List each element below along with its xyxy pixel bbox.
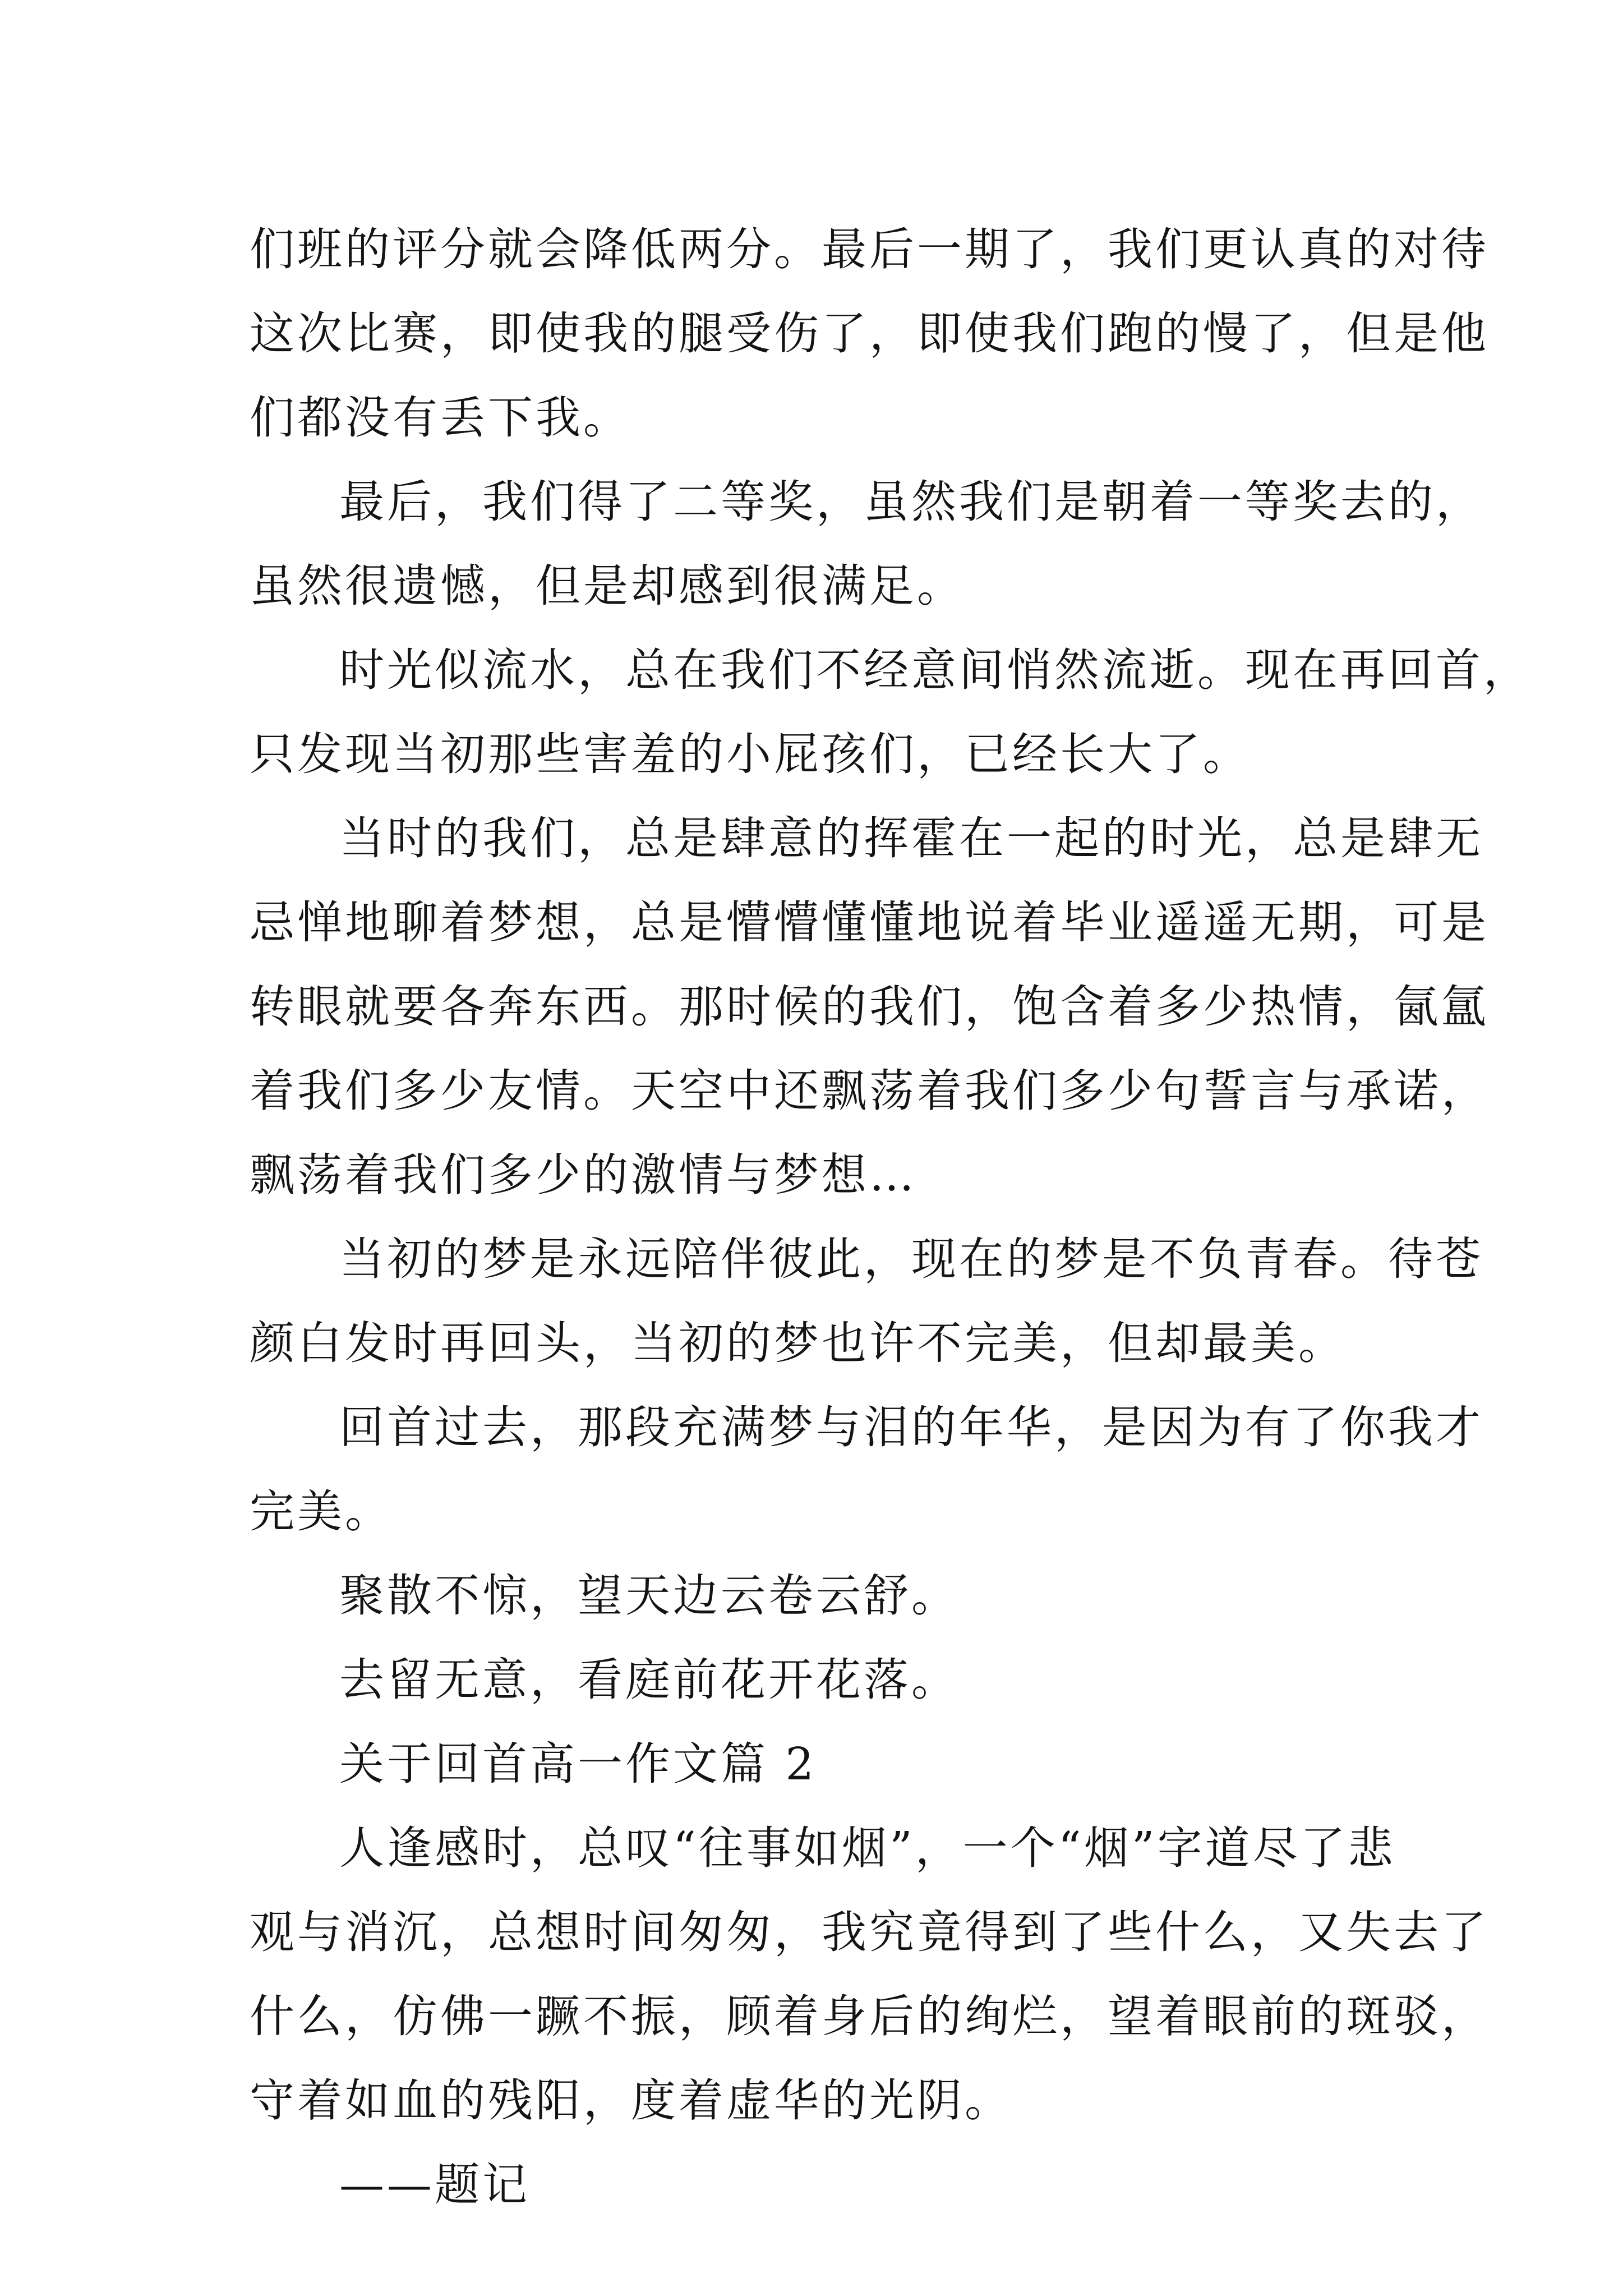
- text-line: 聚散不惊，望天边云卷云舒。: [339, 1570, 959, 1622]
- text-line: 人逢感时，总叹“往事如烟”，一个“烟”字道尽了悲: [339, 1822, 1396, 1874]
- text-line: 当时的我们，总是肆意的挥霍在一起的时光，总是肆无: [339, 812, 1483, 864]
- text-line: 只发现当初那些害羞的小屁孩们，已经长大了。: [250, 728, 1251, 780]
- document-text-body: [250, 208, 1531, 2227]
- text-line: 完美。: [250, 1485, 393, 1538]
- text-line: 们班的评分就会降低两分。最后一期了，我们更认真的对待: [250, 223, 1489, 275]
- text-line: 当初的梦是永远陪伴彼此，现在的梦是不负青春。待苍: [339, 1233, 1483, 1285]
- text-line: 最后，我们得了二等奖，虽然我们是朝着一等奖去的，: [339, 476, 1483, 528]
- text-line: 飘荡着我们多少的激情与梦想…: [250, 1149, 917, 1201]
- section-heading: 关于回首高一作文篇 2: [339, 1738, 817, 1790]
- text-line: 着我们多少友情。天空中还飘荡着我们多少句誓言与承诺，: [250, 1065, 1489, 1117]
- text-line: 什么，仿佛一蹶不振，顾着身后的绚烂，望着眼前的斑驳，: [250, 1990, 1489, 2042]
- text-line: 时光似流水，总在我们不经意间悄然流逝。现在再回首，: [339, 644, 1531, 696]
- text-line: 转眼就要各奔东西。那时候的我们，饱含着多少热情，氤氲: [250, 981, 1489, 1033]
- text-line: 守着如血的残阳，度着虚华的光阴。: [250, 2074, 1012, 2127]
- text-line: 回首过去，那段充满梦与泪的年华，是因为有了你我才: [339, 1401, 1483, 1453]
- text-line: 们都没有丢下我。: [250, 392, 631, 444]
- epigraph-attribution: ——题记: [339, 2159, 530, 2211]
- text-line: 去留无意，看庭前花开花落。: [339, 1654, 959, 1706]
- text-line: 这次比赛，即使我的腿受伤了，即使我们跑的慢了，但是他: [250, 307, 1489, 360]
- text-line: 忌惮地聊着梦想，总是懵懵懂懂地说着毕业遥遥无期，可是: [250, 896, 1489, 949]
- text-line: 虽然很遗憾，但是却感到很满足。: [250, 560, 965, 612]
- text-line: 观与消沉，总想时间匆匆，我究竟得到了些什么，又失去了: [250, 1906, 1489, 1958]
- text-line: 颜白发时再回头，当初的梦也许不完美，但却最美。: [250, 1317, 1346, 1369]
